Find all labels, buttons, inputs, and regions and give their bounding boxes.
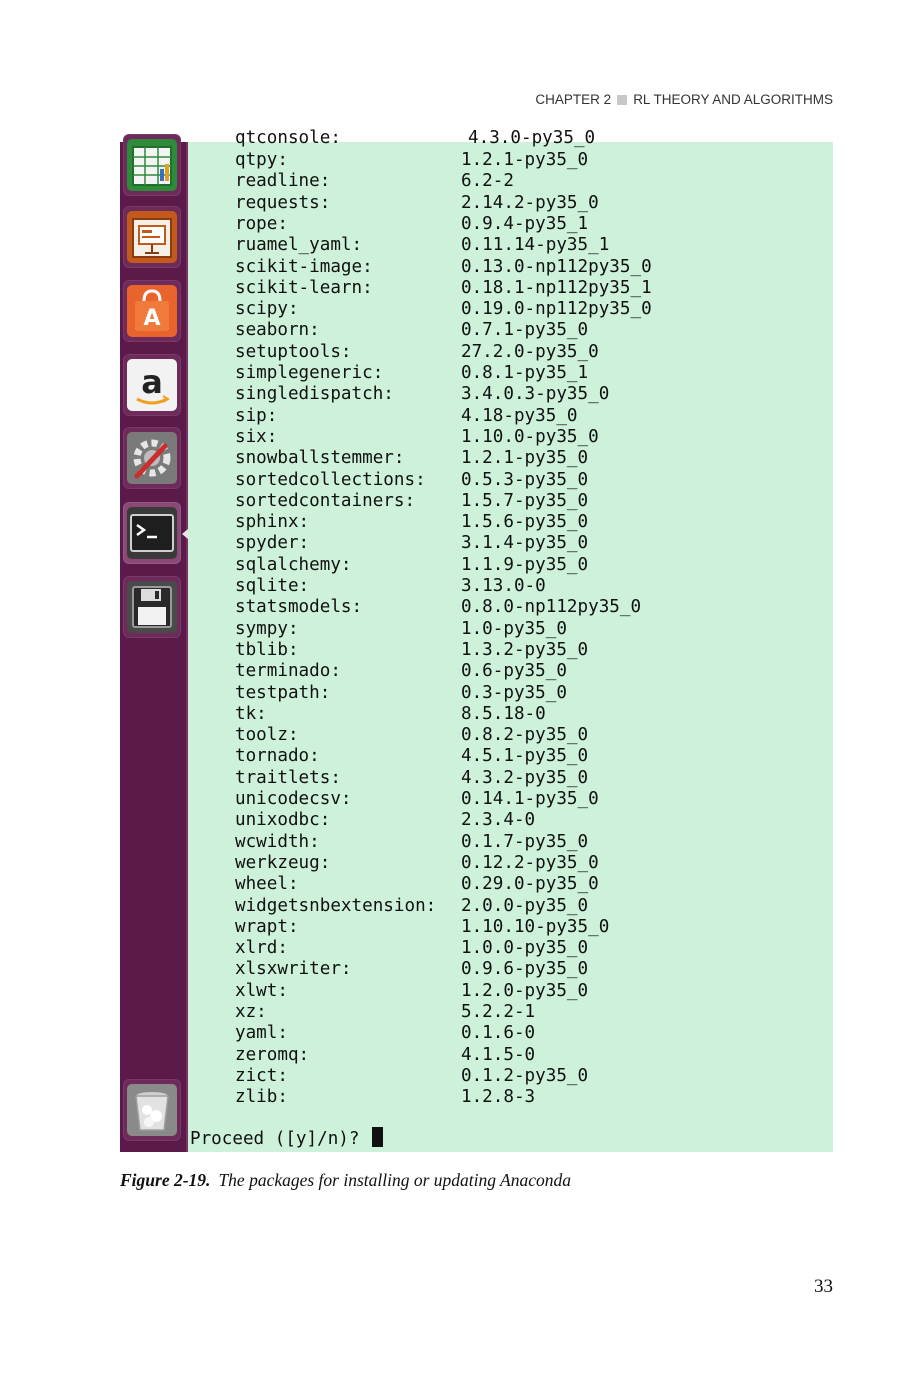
package-row [235, 214, 588, 235]
package-row [235, 810, 535, 831]
package-row [235, 640, 588, 661]
package-version: 3.1.4-py35_0 [461, 533, 589, 554]
package-version: 1.5.7-py35_0 [461, 490, 589, 511]
package-version: 1.2.0-py35_0 [461, 980, 589, 1001]
package-version: 0.29.0-py35_0 [461, 874, 599, 895]
package-name: wheel: [235, 874, 299, 895]
figure-caption-text: The packages for installing or updating Anaconda [218, 1170, 572, 1190]
running-head-chapter: CHAPTER 2 [535, 92, 612, 107]
package-name: spyder: [235, 533, 310, 554]
package-version: 0.18.1-np112py35_1 [461, 277, 652, 298]
screenshot [120, 128, 833, 1152]
package-version: 0.5.3-py35_0 [461, 469, 589, 490]
terminal-output[interactable] [188, 128, 833, 1152]
package-row [235, 981, 588, 1002]
package-version: 2.3.4-0 [461, 810, 536, 831]
terminal-icon[interactable] [123, 502, 181, 564]
package-version: 1.2.8-3 [461, 1087, 536, 1108]
package-version: 0.3-py35_0 [461, 682, 567, 703]
package-row [235, 150, 588, 171]
package-name: six: [235, 426, 278, 447]
partial-top-line: qtconsole: 4.3.0-py35_0 [235, 128, 596, 148]
package-version: 1.2.1-py35_0 [461, 448, 589, 469]
running-head-separator [617, 95, 627, 105]
trash-icon[interactable] [123, 1079, 181, 1141]
package-name: rope: [235, 213, 288, 234]
package-version: 0.8.1-py35_1 [461, 363, 589, 383]
disk-icon[interactable] [123, 576, 181, 638]
package-row [235, 533, 588, 554]
package-version: 3.4.0.3-py35_0 [461, 384, 610, 405]
package-version: 1.5.6-py35_0 [461, 512, 589, 533]
package-name: unicodecsv: [235, 789, 352, 809]
package-name: traitlets: [235, 767, 341, 788]
package-name: sphinx: [235, 512, 310, 533]
package-name: sortedcollections: [235, 469, 426, 490]
package-version: 4.5.1-py35_0 [461, 746, 589, 767]
package-row [235, 427, 599, 448]
package-row [235, 1087, 535, 1108]
package-name: xlrd: [235, 938, 288, 959]
figure-caption [120, 1170, 571, 1191]
package-row [235, 491, 588, 512]
package-row [235, 320, 588, 341]
package-name: xz: [235, 1002, 267, 1022]
package-row [235, 555, 588, 576]
package-name: readline: [235, 171, 331, 192]
text-cursor [372, 1127, 383, 1147]
svg-text:a: a [141, 363, 163, 401]
package-name: sympy: [235, 618, 299, 639]
package-version: 4.18-py35_0 [461, 405, 578, 426]
package-version: 1.2.1-py35_0 [461, 150, 589, 170]
package-version: 0.1.6-0 [461, 1023, 536, 1044]
package-row [235, 171, 514, 192]
package-row [235, 1023, 535, 1044]
package-version: 1.10.10-py35_0 [461, 916, 610, 937]
package-name: unixodbc: [235, 810, 331, 831]
package-row [235, 363, 588, 384]
package-name: xlwt: [235, 980, 288, 1001]
package-name: requests: [235, 192, 331, 213]
package-name: tornado: [235, 746, 320, 767]
package-version: 0.1.7-py35_0 [461, 831, 589, 852]
package-name: wcwidth: [235, 831, 320, 852]
package-version: 1.0-py35_0 [461, 618, 567, 639]
running-head-title: RL THEORY AND ALGORITHMS [633, 92, 833, 107]
package-name: sqlalchemy: [235, 554, 352, 575]
package-row [235, 1066, 588, 1087]
unity-launcher [120, 142, 188, 1152]
package-row [235, 193, 599, 214]
package-name: setuptools: [235, 341, 352, 362]
package-version: 4.1.5-0 [461, 1044, 536, 1065]
package-version: 0.9.6-py35_0 [461, 959, 589, 980]
svg-text:A: A [143, 306, 161, 331]
package-version: 4.3.2-py35_0 [461, 767, 589, 788]
package-version: 0.7.1-py35_0 [461, 320, 589, 341]
package-version: 2.14.2-py35_0 [461, 192, 599, 213]
package-name: xlsxwriter: [235, 959, 352, 980]
package-version: 6.2-2 [461, 171, 514, 192]
package-name: zeromq: [235, 1044, 310, 1065]
software-center-icon[interactable] [123, 280, 181, 342]
package-row [235, 959, 588, 980]
package-row [235, 406, 578, 427]
package-name: simplegeneric: [235, 363, 384, 383]
package-version: 0.8.0-np112py35_0 [461, 597, 642, 618]
package-version: 3.13.0-0 [461, 576, 546, 596]
package-version: 1.1.9-py35_0 [461, 554, 589, 575]
package-name: singledispatch: [235, 384, 394, 405]
package-row [235, 470, 588, 491]
package-name: seaborn: [235, 320, 320, 341]
package-name: werkzeug: [235, 852, 331, 873]
proceed-prompt[interactable] [190, 1127, 383, 1150]
package-row [235, 299, 652, 320]
package-name: statsmodels: [235, 597, 363, 618]
package-row [235, 257, 652, 278]
package-row [235, 1002, 535, 1023]
package-row [235, 384, 609, 405]
package-name: scikit-learn: [235, 277, 373, 298]
package-version: 1.3.2-py35_0 [461, 639, 589, 660]
package-version: 0.12.2-py35_0 [461, 852, 599, 873]
package-name: tk: [235, 703, 267, 724]
package-name: tblib: [235, 639, 299, 660]
page-number: 33 [814, 1276, 833, 1297]
presentation-icon[interactable] [123, 206, 181, 268]
amazon-icon[interactable] [123, 354, 181, 416]
package-name: scikit-image: [235, 256, 373, 277]
package-version: 0.8.2-py35_0 [461, 725, 589, 746]
package-name: zlib: [235, 1087, 288, 1108]
package-version: 5.2.2-1 [461, 1002, 536, 1022]
package-row [235, 853, 599, 874]
package-row [235, 874, 599, 895]
package-row [235, 661, 567, 682]
package-name: sortedcontainers: [235, 490, 416, 511]
package-row [235, 917, 609, 938]
package-name: qtpy: [235, 150, 288, 170]
package-row [235, 725, 588, 746]
package-version: 0.14.1-py35_0 [461, 789, 599, 809]
package-name: ruamel_yaml: [235, 235, 363, 256]
system-settings-icon[interactable] [123, 427, 181, 489]
package-name: wrapt: [235, 916, 299, 937]
package-name: widgetsnbextension: [235, 895, 437, 916]
package-name: zict: [235, 1065, 288, 1086]
package-name: snowballstemmer: [235, 448, 405, 469]
package-version: 1.0.0-py35_0 [461, 938, 589, 959]
package-row [235, 683, 567, 704]
package-row [235, 896, 588, 917]
package-version: 2.0.0-py35_0 [461, 895, 589, 916]
package-version: 8.5.18-0 [461, 703, 546, 724]
package-row [235, 1045, 535, 1066]
package-version: 0.19.0-np112py35_0 [461, 299, 652, 320]
package-version: 27.2.0-py35_0 [461, 341, 599, 362]
package-name: scipy: [235, 299, 299, 320]
package-version: 0.6-py35_0 [461, 661, 567, 682]
package-name: sqlite: [235, 576, 310, 596]
running-head [535, 92, 833, 107]
package-name: terminado: [235, 661, 341, 682]
package-row [235, 235, 609, 256]
package-version: 0.1.2-py35_0 [461, 1065, 589, 1086]
package-row [235, 619, 567, 640]
package-name: testpath: [235, 682, 331, 703]
package-row [235, 342, 599, 363]
figure-label: Figure 2-19. [120, 1170, 211, 1190]
package-row [235, 832, 588, 853]
package-row [235, 278, 652, 299]
package-name: sip: [235, 405, 278, 426]
package-version: 0.11.14-py35_1 [461, 235, 610, 256]
package-name: toolz: [235, 725, 299, 746]
package-row [235, 746, 588, 767]
package-row [235, 448, 588, 469]
package-version: 0.13.0-np112py35_0 [461, 256, 652, 277]
package-version: 1.10.0-py35_0 [461, 426, 599, 447]
proceed-prompt-text: Proceed ([y]/n)? [190, 1129, 371, 1149]
package-name: yaml: [235, 1023, 288, 1044]
package-row [235, 789, 599, 810]
package-row [235, 512, 588, 533]
spreadsheet-icon[interactable] [123, 134, 181, 196]
package-row [235, 704, 546, 725]
package-version: 0.9.4-py35_1 [461, 213, 589, 234]
package-row [235, 576, 546, 597]
package-row [235, 768, 588, 789]
package-row [235, 597, 641, 618]
package-row [235, 938, 588, 959]
